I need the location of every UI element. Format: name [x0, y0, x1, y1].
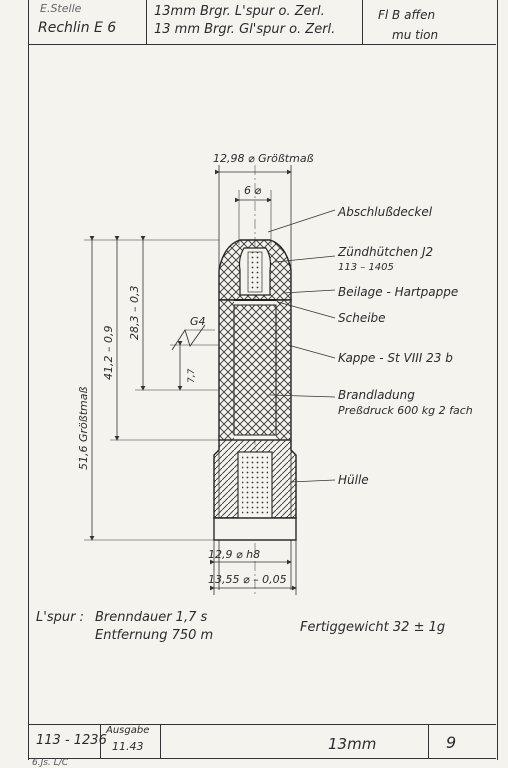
footer-sheet-number: 9: [446, 733, 457, 752]
dim-bottom1-text: 12,9 ⌀ h8: [208, 548, 261, 561]
leader-abschluss: [268, 210, 335, 232]
dim-28-text: 28,3 – 0,3: [128, 285, 141, 340]
primer-charge: [248, 252, 262, 292]
footer-ausgabe-label: Ausgabe: [106, 725, 150, 736]
footer-stamp: 6.Js. L/C: [32, 758, 68, 768]
dim-max-diameter-text: 12,98 ⌀ Größtmaß: [213, 152, 314, 165]
dim-bottom2-text: 13,55 ⌀ – 0,05: [208, 573, 287, 586]
note-fertiggewicht: Fertiggewicht 32 ± 1g: [300, 620, 446, 635]
header-right-line1: Fl B affen: [378, 8, 436, 22]
label-huelle: Hülle: [338, 473, 369, 487]
header-right-line2: mu tion: [392, 28, 439, 42]
case-base: [214, 518, 296, 540]
dim-g4-text: G4: [190, 315, 206, 328]
footer-caliber: 13mm: [328, 735, 377, 753]
note-lspur-label: L'spur :: [36, 610, 84, 625]
leader-kappe: [288, 345, 335, 358]
label-zuendhuetchen: Zündhütchen J2: [338, 245, 434, 259]
footer-drawing-no: 113 - 1236: [36, 733, 107, 748]
dim-77-text: 7,7: [187, 368, 197, 383]
label-beilage: Beilage - Hartpappe: [338, 285, 459, 299]
header-title-line2: 13 mm Brgr. Gl'spur o. Zerl.: [154, 22, 336, 37]
label-zuendhuetchen-no: 113 – 1405: [338, 262, 394, 273]
label-scheibe: Scheibe: [338, 311, 386, 325]
leader-huelle: [290, 480, 335, 482]
g4-symbol: [172, 325, 205, 350]
note-brenndauer: Brenndauer 1,7 s: [95, 610, 208, 625]
dim-inner-text: 6 ⌀: [244, 184, 262, 197]
header-stelle: E.Stelle: [40, 2, 82, 15]
note-entfernung: Entfernung 750 m: [95, 628, 214, 643]
label-abschlussdeckel: Abschlußdeckel: [338, 205, 433, 219]
footer-ausgabe-value: 11.43: [112, 740, 144, 753]
footer-top-line: [28, 724, 496, 725]
header-title-line1: 13mm Brgr. L'spur o. Zerl.: [154, 4, 325, 19]
header-rechlin: Rechlin E 6: [38, 20, 117, 36]
footer-divider-3: [428, 724, 429, 758]
footer-bottom-line: [28, 758, 496, 759]
footer-divider-2: [160, 724, 161, 758]
label-kappe: Kappe - St VIII 23 b: [338, 351, 453, 365]
label-brandladung: Brandladung: [338, 388, 415, 402]
label-pressdruck: Preßdruck 600 kg 2 fach: [338, 404, 473, 417]
incendiary-charge: [234, 305, 276, 435]
dim-41-text: 41,2 – 0,9: [102, 325, 115, 380]
tracer-compound: [242, 456, 268, 514]
dim-overall-text: 51,6 Größtmaß: [77, 386, 90, 470]
